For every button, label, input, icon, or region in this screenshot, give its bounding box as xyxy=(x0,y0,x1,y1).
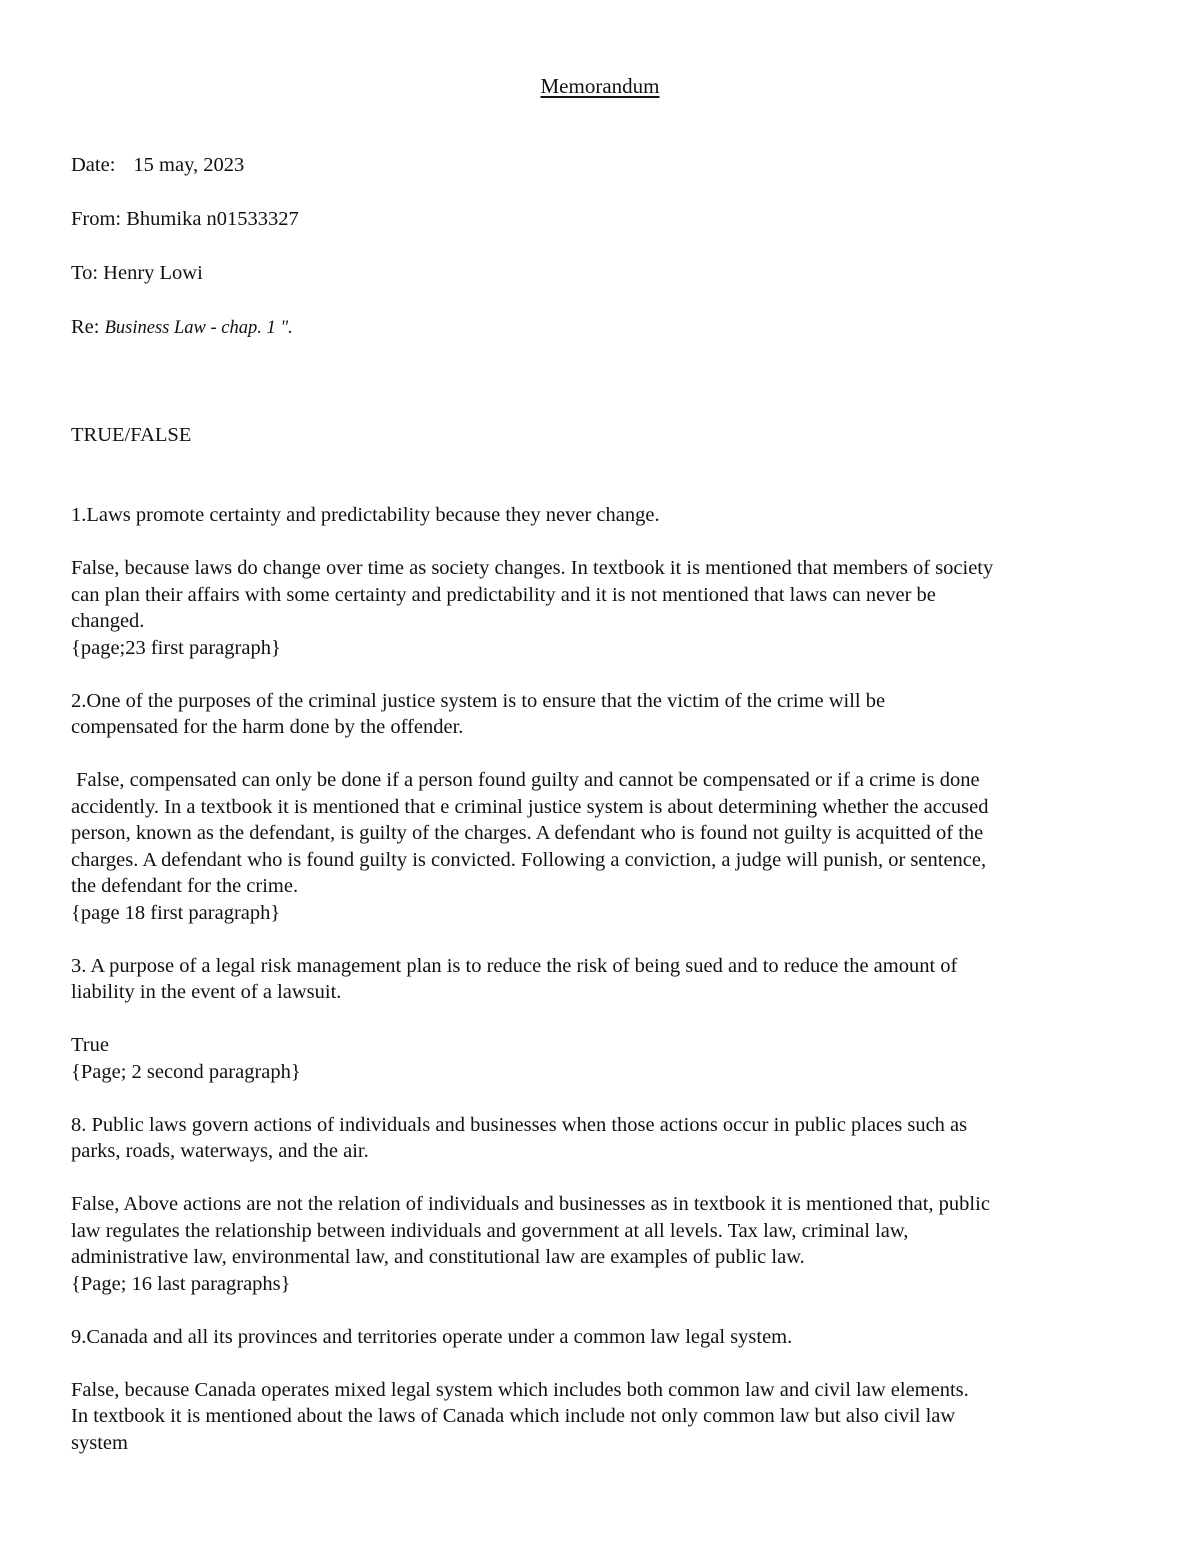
answer-text: changed. xyxy=(71,610,145,632)
answer-text: False, Above actions are not the relation of individuals and businesses as in textbook it is mentioned that, public xyxy=(71,1193,990,1215)
question-text: parks, roads, waterways, and the air. xyxy=(71,1140,369,1162)
date-line xyxy=(71,152,1141,179)
to-line xyxy=(71,260,1141,287)
from-label: From: xyxy=(71,208,122,230)
re-label: Re: xyxy=(71,316,100,338)
answer-text: In textbook it is mentioned about the laws of Canada which include not only common law but also civil law xyxy=(71,1405,956,1427)
page-reference: {Page; 16 last paragraphs} xyxy=(71,1272,291,1295)
answer-text: law regulates the relationship between individuals and government at all levels. Tax law, criminal law, xyxy=(71,1219,909,1242)
page-reference: {page 18 first paragraph} xyxy=(71,901,281,924)
question-text: 1.Laws promote certainty and predictability because they never change. xyxy=(71,504,660,526)
answer-text: charges. A defendant who is found guilty is convicted. Following a conviction, a judge will punish, or sentence, xyxy=(71,848,987,871)
date-value: 15 may, 2023 xyxy=(133,154,245,176)
question-text: 8. Public laws govern actions of individuals and businesses when those actions occur in public places such as xyxy=(71,1113,968,1136)
page-reference: {Page; 2 second paragraph} xyxy=(71,1060,301,1083)
re-value: Business Law - chap. 1 ". xyxy=(104,318,293,338)
answer-text: system xyxy=(71,1431,128,1454)
question-text: 2.One of the purposes of the criminal justice system is to ensure that the victim of the crime will be xyxy=(71,689,886,712)
to-label: To: xyxy=(71,262,99,284)
answer-text: can plan their affairs with some certainty and predictability and it is not mentioned that laws can never be xyxy=(71,583,936,606)
answer-text: administrative law, environmental law, and constitutional law are examples of public law. xyxy=(71,1246,805,1268)
question-text: 3. A purpose of a legal risk management plan is to reduce the risk of being sued and to reduce the amount of xyxy=(71,954,958,977)
date-label: Date: xyxy=(71,154,116,176)
answer-text: the defendant for the crime. xyxy=(71,875,299,897)
from-line xyxy=(71,206,1141,233)
to-value: Henry Lowi xyxy=(103,262,203,284)
question-block-2 xyxy=(71,688,1141,927)
answer-text: False, because laws do change over time as society changes. In textbook it is mentioned that members of society xyxy=(71,557,994,579)
question-block-3 xyxy=(71,953,1141,1086)
memo-title: Memorandum xyxy=(540,74,660,98)
section-heading: TRUE/FALSE xyxy=(71,423,192,446)
answer-text: accidently. In a textbook it is mentioned that e criminal justice system is about determining whether the accused xyxy=(71,795,989,818)
question-text: liability in the event of a lawsuit. xyxy=(71,981,342,1003)
re-line xyxy=(71,314,1141,342)
memo-body xyxy=(71,152,1141,1456)
answer-text: True xyxy=(71,1034,109,1056)
question-text: 9.Canada and all its provinces and territories operate under a common law legal system. xyxy=(71,1325,793,1348)
answer-text: False, compensated can only be done if a person found guilty and cannot be compensated or if a crime is done xyxy=(71,769,980,791)
question-text: compensated for the harm done by the offender. xyxy=(71,716,464,738)
question-block-9 xyxy=(71,1324,1141,1457)
answer-text: False, because Canada operates mixed legal system which includes both common law and civil law elements. xyxy=(71,1378,969,1401)
question-block-8 xyxy=(71,1112,1141,1298)
question-block-1 xyxy=(71,502,1141,661)
page-reference: {page;23 first paragraph} xyxy=(71,636,281,659)
from-value: Bhumika n01533327 xyxy=(126,208,299,230)
answer-text: person, known as the defendant, is guilty of the charges. A defendant who is found not guilty is acquitted of the xyxy=(71,822,984,844)
